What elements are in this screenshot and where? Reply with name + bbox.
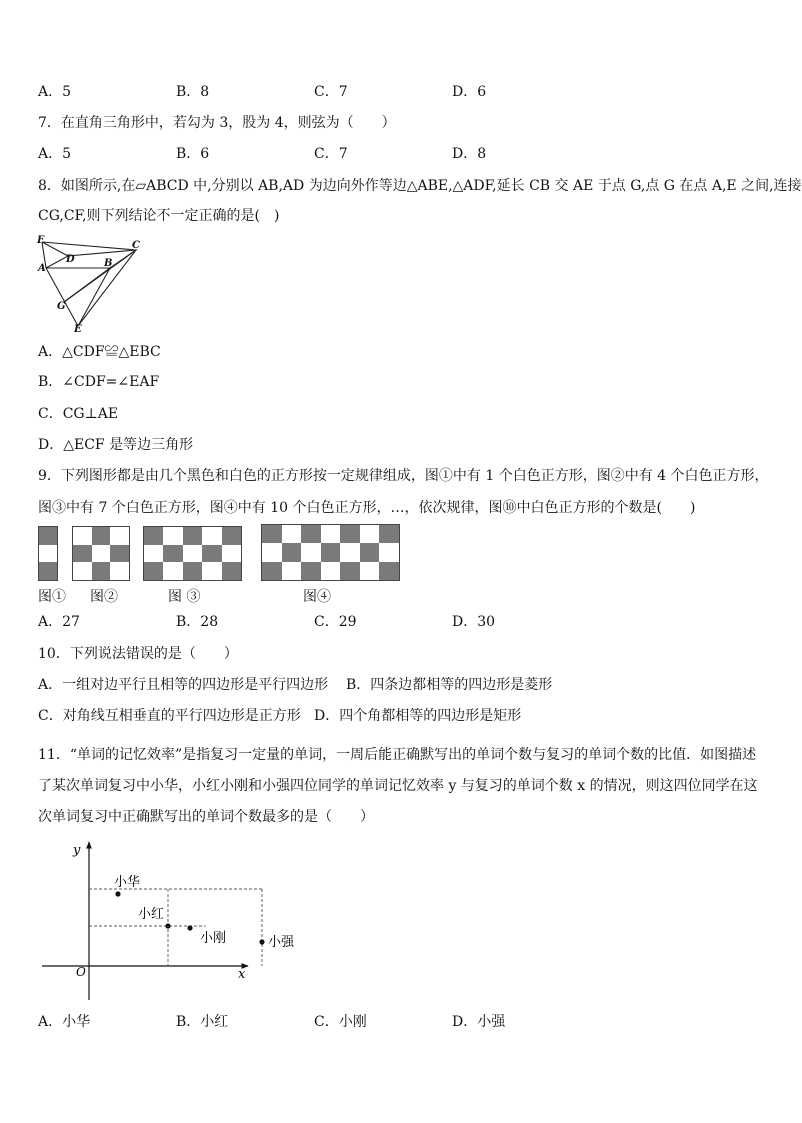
q9-figure-4-label: 图④ — [303, 589, 331, 605]
q6-option-b[interactable]: B．8 — [176, 84, 210, 100]
q7-option-b[interactable]: B．6 — [176, 146, 210, 162]
q8-label-d: D — [66, 254, 75, 265]
q11-stem-line1: 11．“单词的记忆效率”是指复习一定量的单词，一周后能正确默写出的单词个数与复习的单词个数的比值．如图描述 — [38, 747, 757, 763]
q7-option-d[interactable]: D．8 — [452, 146, 487, 162]
q6-option-a[interactable]: A．5 — [38, 84, 72, 100]
q9-option-b[interactable]: B．28 — [176, 614, 219, 630]
q10-option-c[interactable]: C．对角线互相垂直的平行四边形是正方形 — [38, 708, 301, 724]
point-3 — [187, 925, 192, 930]
x-axis-label: x — [238, 967, 246, 982]
q8-label-e: E — [74, 324, 82, 335]
origin-label: O — [76, 965, 86, 979]
q11-stem-line2: 了某次单词复习中小华，小红小刚和小强四位同学的单词记忆效率 y 与复习的单词个数 x 的情况，则这四位同学在这 — [38, 778, 758, 794]
point-4 — [259, 939, 264, 944]
q9-figure-2 — [72, 526, 130, 581]
q11-stem-line3: 次单词复习中正确默写出的单词个数最多的是（ ） — [38, 809, 374, 825]
q7-stem: 7．在直角三角形中，若勾为 3，股为 4，则弦为（ ） — [38, 115, 396, 131]
q9-figure-2-label: 图② — [90, 589, 118, 605]
q8-option-c[interactable]: C．CG⊥AE — [38, 406, 119, 422]
point-label-2: 小红 — [138, 907, 165, 922]
q7-option-a[interactable]: A．5 — [38, 146, 72, 162]
q10-option-b[interactable]: B．四条边都相等的四边形是菱形 — [346, 677, 553, 693]
q10-stem: 10．下列说法错误的是（ ） — [38, 646, 238, 662]
point-label-3: 小刚 — [200, 931, 227, 946]
q11-efficiency-chart — [36, 838, 295, 1008]
q6-option-d[interactable]: D．6 — [452, 84, 487, 100]
q8-label-c: C — [132, 240, 140, 251]
point-label-4: 小强 — [268, 935, 295, 950]
q8-option-d[interactable]: D．△ECF 是等边三角形 — [38, 437, 194, 453]
q8-label-f: F — [37, 235, 45, 246]
q8-label-g: G — [57, 301, 66, 312]
q9-stem-line2: 图③中有 7 个白色正方形，图④中有 10 个白色正方形，…，依次规律，图⑩中白色正方形的个数是( ) — [38, 500, 696, 516]
q11-option-d[interactable]: D．小强 — [452, 1014, 506, 1030]
q11-option-b[interactable]: B．小红 — [176, 1014, 229, 1030]
point-label-1: 小华 — [114, 875, 141, 890]
q9-option-d[interactable]: D．30 — [452, 614, 496, 630]
q9-option-a[interactable]: A．27 — [38, 614, 80, 630]
q8-option-a[interactable]: A．△CDF≌△EBC — [38, 344, 161, 360]
q10-option-d[interactable]: D．四个角都相等的四边形是矩形 — [314, 708, 522, 724]
q8-geometry-figure — [36, 234, 146, 334]
point-1 — [115, 891, 120, 896]
q9-figure-1-label: 图① — [38, 589, 66, 605]
q8-option-b[interactable]: B．∠CDF=∠EAF — [38, 374, 160, 390]
q8-label-a: A — [38, 263, 46, 274]
q8-stem-line2: CG,CF,则下列结论不一定正确的是( ) — [38, 208, 280, 224]
q9-figure-4 — [261, 524, 400, 581]
q9-figure-1 — [38, 526, 58, 581]
y-axis-label: y — [73, 843, 81, 858]
q8-stem-line1: 8．如图所示,在▱ABCD 中,分别以 AB,AD 为边向外作等边△ABE,△ADF,延长 CB 交 AE 于点 G,点 G 在点 A,E 之间,连接 — [38, 178, 802, 194]
point-2 — [165, 923, 170, 928]
q11-option-c[interactable]: C．小刚 — [314, 1014, 367, 1030]
q11-option-a[interactable]: A．小华 — [38, 1014, 91, 1030]
q9-option-c[interactable]: C．29 — [314, 614, 357, 630]
q7-option-c[interactable]: C．7 — [314, 146, 348, 162]
q9-stem-line1: 9．下列图形都是由几个黑色和白色的正方形按一定规律组成，图①中有 1 个白色正方形，图②中有 4 个白色正方形， — [38, 468, 769, 484]
q9-figure-3-label: 图 ③ — [168, 589, 201, 605]
q10-option-a[interactable]: A．一组对边平行且相等的四边形是平行四边形 — [38, 677, 329, 693]
q8-label-b: B — [104, 258, 113, 269]
q9-figure-3 — [143, 526, 242, 581]
q6-option-c[interactable]: C．7 — [314, 84, 348, 100]
